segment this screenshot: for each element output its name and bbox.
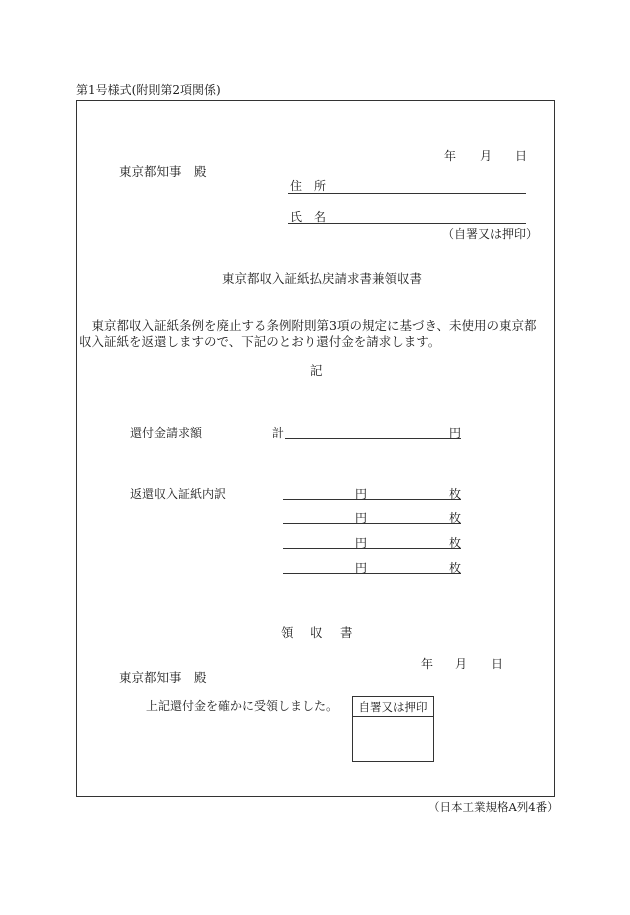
addressee: 東京都知事 殿 — [119, 164, 207, 179]
footer-note: （日本工業規格A列4番） — [428, 800, 559, 814]
date-month-label: 月 — [480, 149, 493, 163]
document-title: 東京都収入証紙払戻請求書兼領収書 — [222, 271, 423, 286]
body-paragraph: 東京都収入証紙条例を廃止する条例附則第3項の規定に基づき、未使用の東京都収入証紙を返還しますので、下記のとおり還付金を請求します。 — [79, 318, 537, 349]
breakdown-sheets: 枚 — [449, 511, 462, 525]
receipt-date-month: 月 — [455, 657, 468, 671]
receipt-title-char: 領 — [281, 625, 294, 640]
seal-note: （自署又は押印） — [442, 227, 539, 241]
form-frame — [76, 100, 555, 797]
seal-box[interactable] — [352, 696, 434, 762]
address-field[interactable] — [288, 193, 526, 194]
breakdown-sheets: 枚 — [449, 561, 462, 575]
breakdown-row-field[interactable] — [283, 573, 461, 574]
address-label: 住 所 — [290, 179, 327, 193]
body-text — [79, 318, 565, 350]
receipt-title-char: 書 — [340, 625, 353, 640]
breakdown-sheets: 枚 — [449, 536, 462, 550]
receipt-date-day: 日 — [491, 657, 504, 671]
receipt-statement: 上記還付金を確かに受領しました。 — [146, 699, 339, 713]
breakdown-row-field[interactable] — [283, 499, 461, 500]
refund-total-prefix: 計 — [272, 426, 285, 440]
receipt-addressee: 東京都知事 殿 — [119, 670, 207, 685]
refund-unit: 円 — [449, 426, 462, 440]
date-day-label: 日 — [515, 149, 528, 163]
ki-label: 記 — [310, 363, 323, 378]
receipt-title-char: 収 — [310, 625, 323, 640]
refund-label: 還付金請求額 — [130, 426, 203, 440]
breakdown-yen: 円 — [355, 511, 368, 525]
breakdown-yen: 円 — [355, 561, 368, 575]
receipt-date-year: 年 — [421, 657, 434, 671]
name-field[interactable] — [288, 223, 526, 224]
breakdown-sheets: 枚 — [449, 487, 462, 501]
name-label: 氏 名 — [290, 210, 327, 224]
form-number-label: 第1号様式(附則第2項関係) — [76, 83, 221, 97]
breakdown-row-field[interactable] — [283, 548, 461, 549]
seal-box-label: 自署又は押印 — [353, 697, 433, 717]
breakdown-label: 返還収入証紙内訳 — [130, 487, 227, 501]
refund-amount-field[interactable] — [285, 438, 461, 439]
breakdown-row-field[interactable] — [283, 523, 461, 524]
breakdown-yen: 円 — [355, 536, 368, 550]
breakdown-yen: 円 — [355, 487, 368, 501]
date-year-label: 年 — [444, 149, 457, 163]
